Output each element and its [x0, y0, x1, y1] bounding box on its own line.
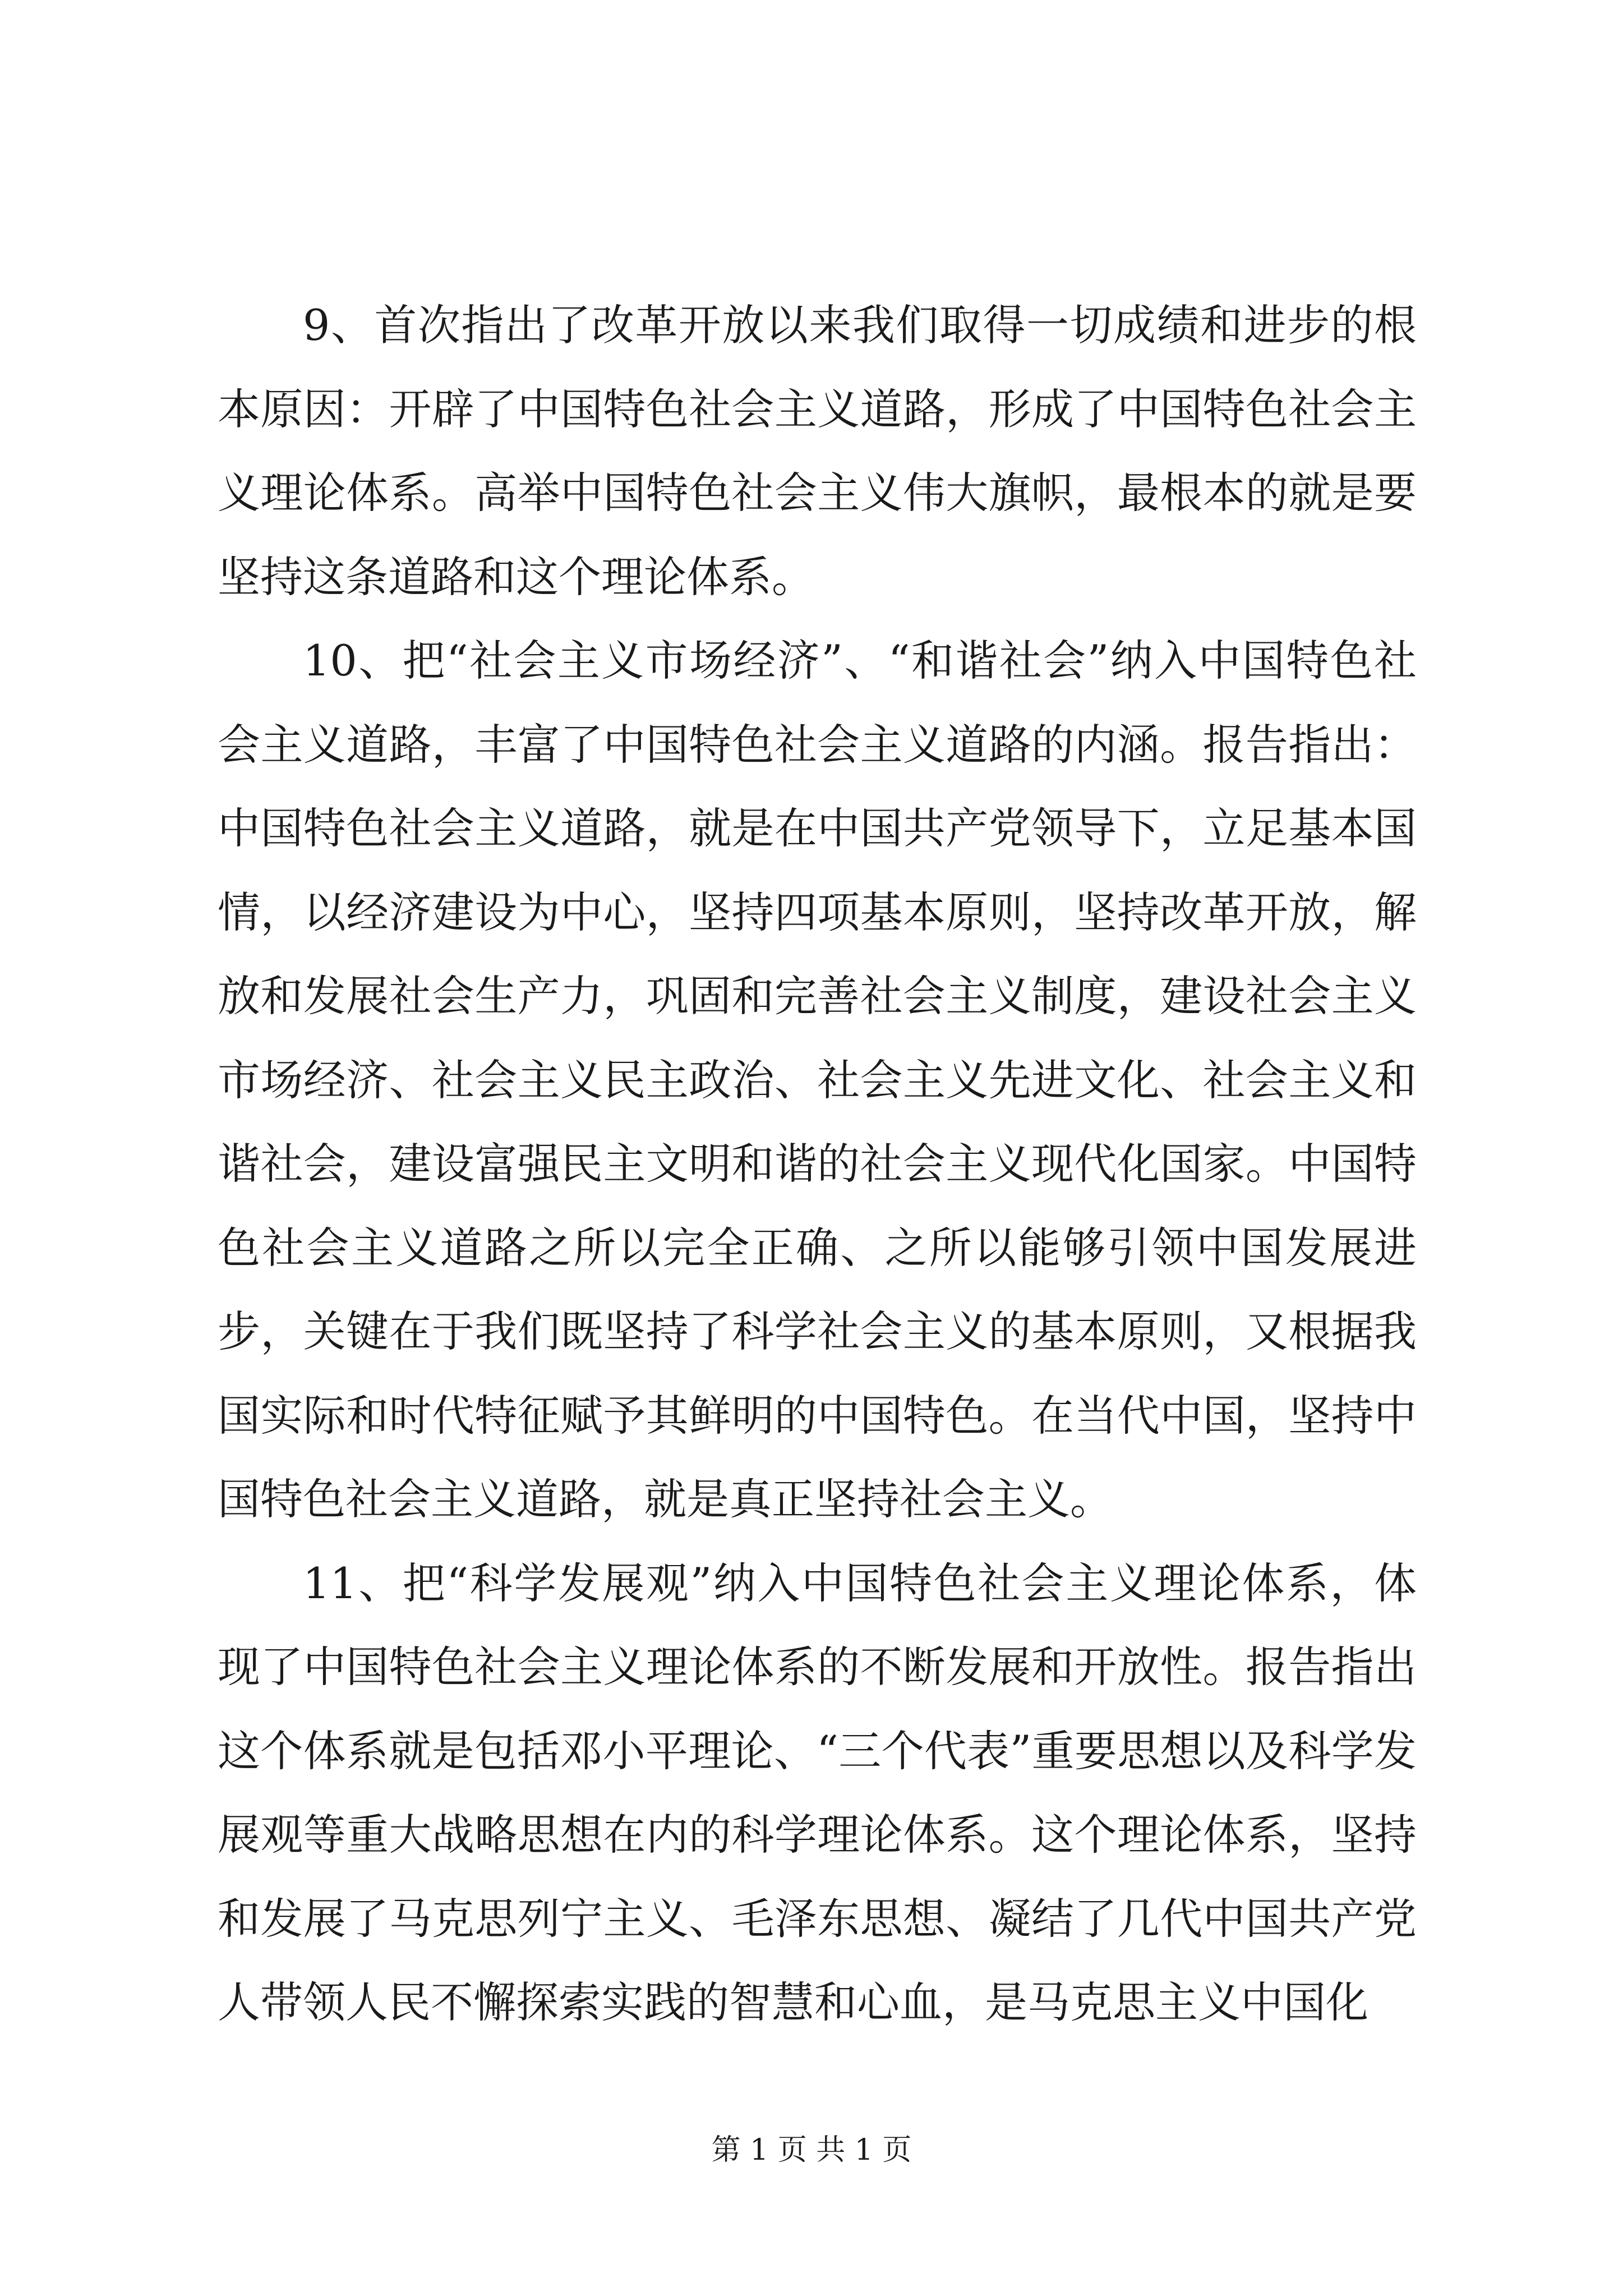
page-footer: 第 1 页 共 1 页 [711, 2133, 912, 2167]
paragraph-9: 9、首次指出了改革开放以来我们取得一切成绩和进步的根本原因：开辟了中国特色社会主义道路，形成了中国特色社会主义理论体系。高举中国特色社会主义伟大旗帜，最根本的就是要坚持这条道路和这个理论体系。 [218, 300, 1417, 602]
paragraph-11: 11、把“科学发展观”纳入中国特色社会主义理论体系，体现了中国特色社会主义理论体系的不断发展和开放性。报告指出这个体系就是包括邓小平理论、“三个代表”重要思想以及科学发展观等重大战略思想在内的科学理论体系。这个理论体系，坚持和发展了马克思列宁主义、毛泽东思想、凝结了几代中国共产党人带领人民不懈探索实践的智慧和心血，是马克思主义中国化 [218, 1558, 1417, 2027]
document-body [218, 283, 1417, 2045]
paragraph-10: 10、把“社会主义市场经济”、“和谐社会”纳入中国特色社会主义道路，丰富了中国特色社会主义道路的内涵。报告指出：中国特色社会主义道路，就是在中国共产党领导下，立足基本国情，以经济建设为中心，坚持四项基本原则，坚持改革开放，解放和发展社会生产力，巩固和完善社会主义制度，建设社会主义市场经济、社会主义民主政治、社会主义先进文化、社会主义和谐社会，建设富强民主文明和谐的社会主义现代化国家。中国特色社会主义道路之所以完全正确、之所以能够引领中国发展进步，关键在于我们既坚持了科学社会主义的基本原则，又根据我国实际和时代特征赋予其鲜明的中国特色。在当代中国，坚持中国特色社会主义道路，就是真正坚持社会主义。 [218, 636, 1417, 1524]
